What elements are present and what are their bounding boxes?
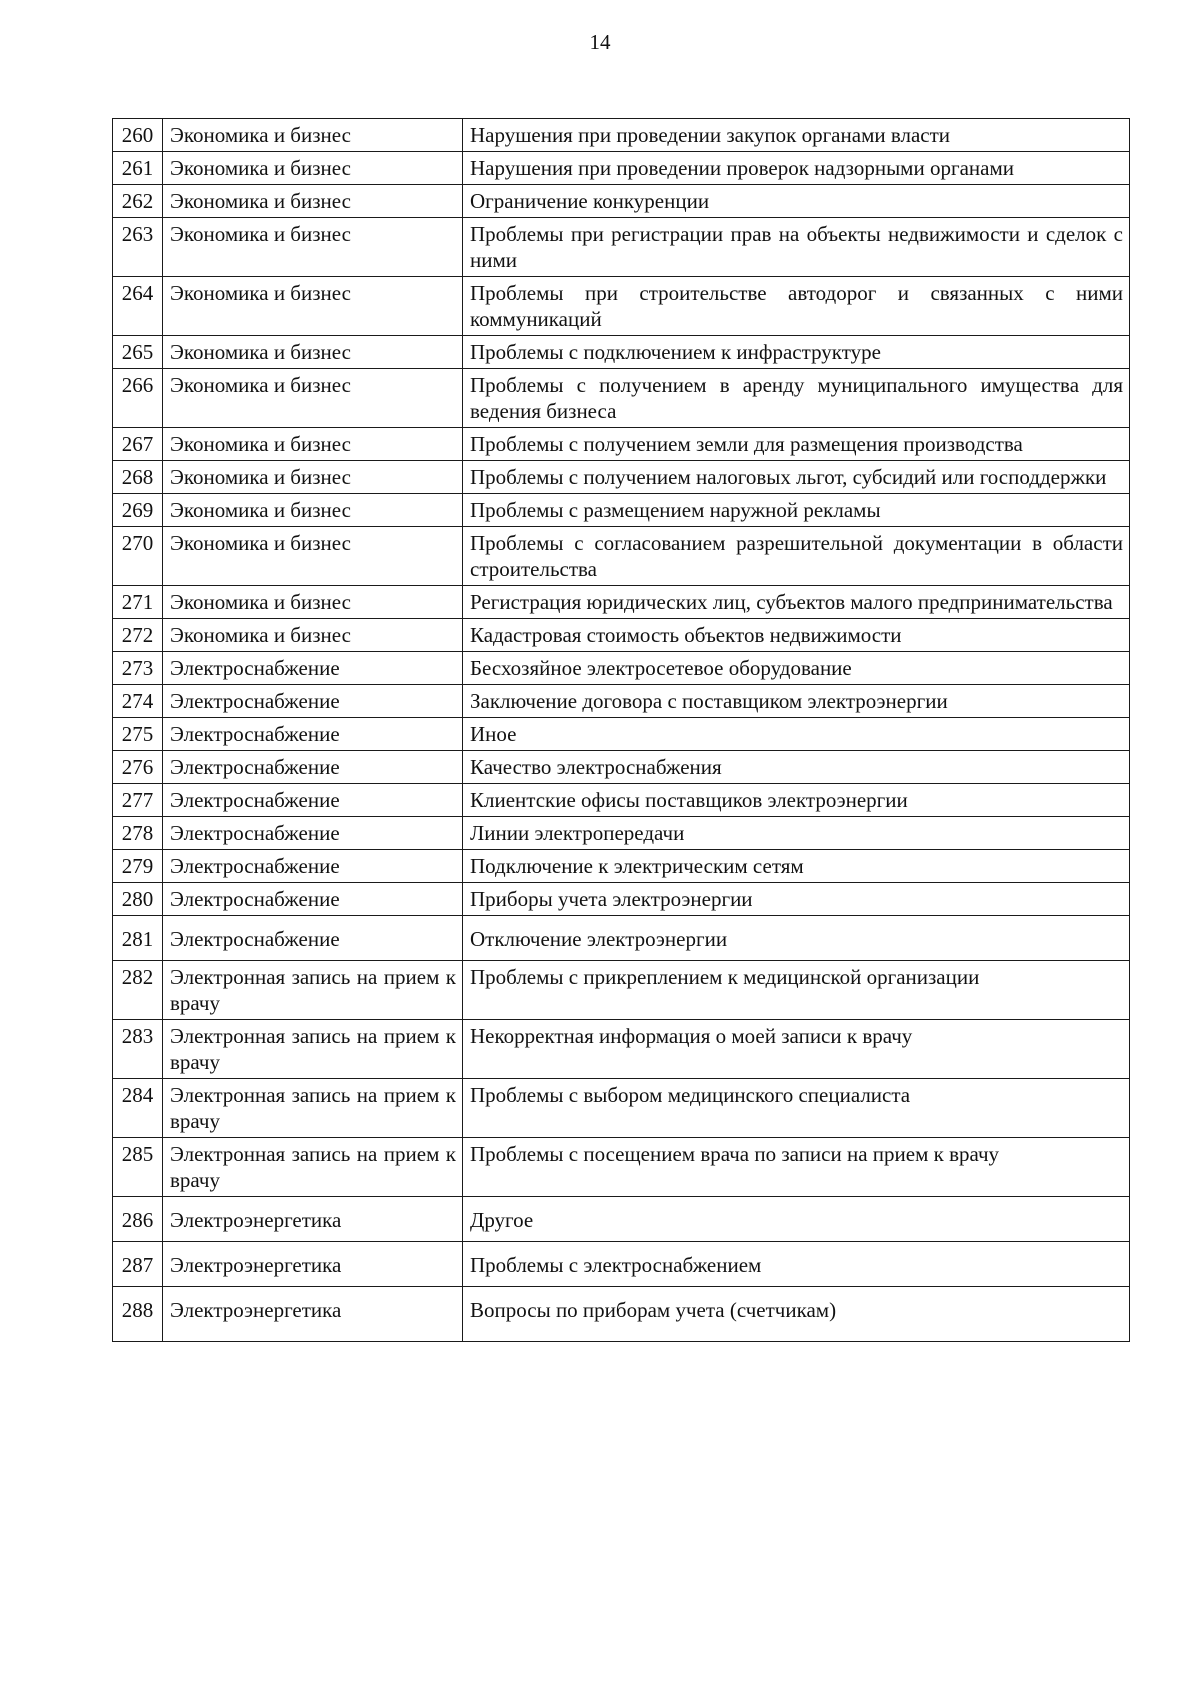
table-row: [113, 685, 1130, 718]
row-category: Электронная запись на прием к врачу: [163, 1079, 463, 1138]
row-category: Экономика и бизнес: [163, 336, 463, 369]
row-category: Экономика и бизнес: [163, 152, 463, 185]
row-description: Другое: [463, 1197, 1130, 1242]
table-row: [113, 850, 1130, 883]
row-description: Линии электропередачи: [463, 817, 1130, 850]
row-category: Электроснабжение: [163, 685, 463, 718]
row-number: 277: [113, 784, 163, 817]
table-row: [113, 1287, 1130, 1342]
table-row: [113, 527, 1130, 586]
table-row: [113, 119, 1130, 152]
table-row: [113, 494, 1130, 527]
row-number: 270: [113, 527, 163, 586]
row-number: 284: [113, 1079, 163, 1138]
row-description: Проблемы с прикреплением к медицинской организации: [463, 961, 1130, 1020]
row-description: Нарушения при проведении закупок органами власти: [463, 119, 1130, 152]
table-row: [113, 1242, 1130, 1287]
row-number: 273: [113, 652, 163, 685]
row-description: Клиентские офисы поставщиков электроэнергии: [463, 784, 1130, 817]
table-row: [113, 185, 1130, 218]
table-row: [113, 428, 1130, 461]
table-row: [113, 817, 1130, 850]
row-number: 261: [113, 152, 163, 185]
row-description: Подключение к электрическим сетям: [463, 850, 1130, 883]
row-category: Электроснабжение: [163, 751, 463, 784]
row-category: Экономика и бизнес: [163, 494, 463, 527]
row-category: Экономика и бизнес: [163, 527, 463, 586]
row-number: 274: [113, 685, 163, 718]
row-description: Качество электроснабжения: [463, 751, 1130, 784]
row-number: 266: [113, 369, 163, 428]
row-description: Проблемы с выбором медицинского специалиста: [463, 1079, 1130, 1138]
row-number: 285: [113, 1138, 163, 1197]
table-row: [113, 277, 1130, 336]
row-number: 260: [113, 119, 163, 152]
row-number: 262: [113, 185, 163, 218]
row-description: Приборы учета электроэнергии: [463, 883, 1130, 916]
row-description: Вопросы по приборам учета (счетчикам): [463, 1287, 1130, 1342]
row-category: Электронная запись на прием к врачу: [163, 1020, 463, 1079]
row-description: Заключение договора с поставщиком электроэнергии: [463, 685, 1130, 718]
row-number: 271: [113, 586, 163, 619]
table-row: [113, 883, 1130, 916]
row-description: Проблемы с размещением наружной рекламы: [463, 494, 1130, 527]
row-number: 287: [113, 1242, 163, 1287]
row-category: Экономика и бизнес: [163, 428, 463, 461]
row-number: 288: [113, 1287, 163, 1342]
row-description: Проблемы с получением в аренду муниципального имущества для ведения бизнеса: [463, 369, 1130, 428]
row-number: 267: [113, 428, 163, 461]
row-category: Электронная запись на прием к врачу: [163, 1138, 463, 1197]
row-category: Экономика и бизнес: [163, 619, 463, 652]
row-description: Бесхозяйное электросетевое оборудование: [463, 652, 1130, 685]
row-category: Электроснабжение: [163, 916, 463, 961]
row-number: 263: [113, 218, 163, 277]
row-category: Экономика и бизнес: [163, 185, 463, 218]
row-number: 264: [113, 277, 163, 336]
row-description: Отключение электроэнергии: [463, 916, 1130, 961]
row-category: Электроэнергетика: [163, 1242, 463, 1287]
row-category: Электроснабжение: [163, 850, 463, 883]
table-row: [113, 916, 1130, 961]
classification-table: [112, 118, 1130, 1342]
table-row: [113, 218, 1130, 277]
table-row: [113, 961, 1130, 1020]
page-number: 14: [589, 30, 611, 54]
row-description: Проблемы при регистрации прав на объекты недвижимости и сделок с ними: [463, 218, 1130, 277]
row-number: 275: [113, 718, 163, 751]
table-row: [113, 784, 1130, 817]
table-row: [113, 718, 1130, 751]
row-category: Электроснабжение: [163, 817, 463, 850]
table-row: [113, 369, 1130, 428]
table-row: [113, 652, 1130, 685]
row-description: Проблемы при строительстве автодорог и связанных с ними коммуникаций: [463, 277, 1130, 336]
row-description: Кадастровая стоимость объектов недвижимости: [463, 619, 1130, 652]
table-row: [113, 336, 1130, 369]
row-category: Экономика и бизнес: [163, 461, 463, 494]
row-number: 280: [113, 883, 163, 916]
table-row: [113, 1197, 1130, 1242]
row-number: 279: [113, 850, 163, 883]
row-category: Электроснабжение: [163, 784, 463, 817]
row-number: 269: [113, 494, 163, 527]
table-row: [113, 1020, 1130, 1079]
row-number: 272: [113, 619, 163, 652]
row-description: Проблемы с посещением врача по записи на прием к врачу: [463, 1138, 1130, 1197]
table-row: [113, 152, 1130, 185]
row-category: Электроснабжение: [163, 883, 463, 916]
row-number: 278: [113, 817, 163, 850]
row-category: Электронная запись на прием к врачу: [163, 961, 463, 1020]
table-row: [113, 1079, 1130, 1138]
row-description: Иное: [463, 718, 1130, 751]
row-number: 281: [113, 916, 163, 961]
row-number: 265: [113, 336, 163, 369]
row-number: 283: [113, 1020, 163, 1079]
row-description: Проблемы с получением земли для размещения производства: [463, 428, 1130, 461]
row-category: Электроэнергетика: [163, 1287, 463, 1342]
table-row: [113, 619, 1130, 652]
row-category: Экономика и бизнес: [163, 277, 463, 336]
row-description: Регистрация юридических лиц, субъектов малого предпринимательства: [463, 586, 1130, 619]
row-number: 286: [113, 1197, 163, 1242]
table-row: [113, 1138, 1130, 1197]
row-description: Проблемы с электроснабжением: [463, 1242, 1130, 1287]
row-number: 276: [113, 751, 163, 784]
row-category: Экономика и бизнес: [163, 218, 463, 277]
row-number: 268: [113, 461, 163, 494]
row-category: Электроснабжение: [163, 652, 463, 685]
row-category: Электроэнергетика: [163, 1197, 463, 1242]
table-row: [113, 586, 1130, 619]
table-row: [113, 461, 1130, 494]
row-category: Электроснабжение: [163, 718, 463, 751]
row-category: Экономика и бизнес: [163, 369, 463, 428]
table-row: [113, 751, 1130, 784]
row-description: Проблемы с согласованием разрешительной документации в области строительства: [463, 527, 1130, 586]
row-description: Ограничение конкуренции: [463, 185, 1130, 218]
row-description: Некорректная информация о моей записи к врачу: [463, 1020, 1130, 1079]
row-category: Экономика и бизнес: [163, 586, 463, 619]
row-number: 282: [113, 961, 163, 1020]
row-description: Проблемы с подключением к инфраструктуре: [463, 336, 1130, 369]
row-description: Нарушения при проведении проверок надзорными органами: [463, 152, 1130, 185]
row-description: Проблемы с получением налоговых льгот, субсидий или господдержки: [463, 461, 1130, 494]
row-category: Экономика и бизнес: [163, 119, 463, 152]
